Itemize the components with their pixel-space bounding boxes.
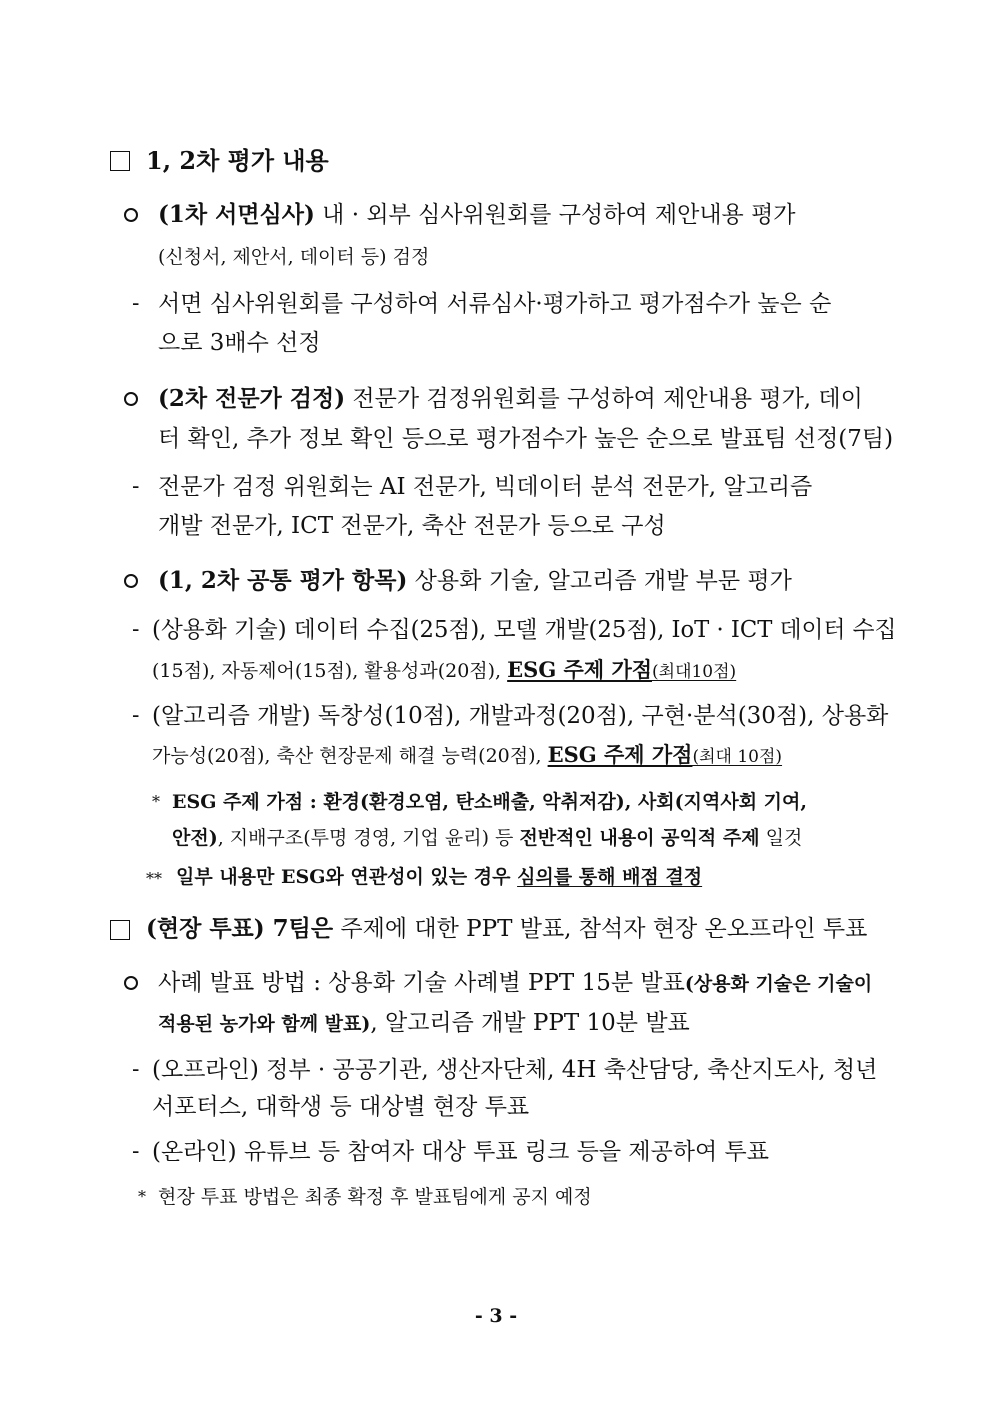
dash-marker: - xyxy=(132,703,140,728)
paragraph-line: (온라인) 유튜브 등 참여자 대상 투표 링크 등을 제공하여 투표 xyxy=(152,1139,769,1165)
item-text: 상용화 기술, 알고리즘 개발 부문 평가 xyxy=(407,568,792,594)
text-run: (15점), 자동제어(15점), 활용성과(20점), xyxy=(152,660,508,682)
paragraph-line: (알고리즘 개발) 독창성(10점), 개발과정(20점), 구현·분석(30점), 상용화 xyxy=(152,703,889,729)
paragraph-line: 터 확인, 추가 정보 확인 등으로 평가점수가 높은 순으로 발표팀 선정(7팀) xyxy=(158,426,894,452)
item-label: (1차 서면심사) xyxy=(158,201,315,228)
item-text: 내 · 외부 심사위원회를 구성하여 제안내용 평가 xyxy=(314,202,796,228)
text-run: 가능성(20점), 축산 현장문제 해결 능력(20점), xyxy=(152,745,548,767)
paragraph-line: 서면 심사위원회를 구성하여 서류심사·평가하고 평가점수가 높은 순 xyxy=(158,291,832,317)
section-title: 1, 2차 평가 내용 xyxy=(146,146,329,175)
note-marker: * xyxy=(152,792,160,811)
text-run: (최대10점) xyxy=(652,662,737,682)
text-run: (상용화 기술은 기술이 xyxy=(684,973,873,995)
text-run: 적용된 농가와 함께 발표) xyxy=(158,1013,371,1035)
paragraph-line: 으로 3배수 선정 xyxy=(158,330,321,356)
paragraph-line: (오프라인) 정부 · 공공기관, 생산자단체, 4H 축산담당, 축산지도사, 청년 xyxy=(152,1057,878,1083)
paragraph-line: 개발 전문가, ICT 전문가, 축산 전문가 등으로 구성 xyxy=(158,513,666,539)
note-line xyxy=(176,862,702,892)
circle-bullet-icon xyxy=(124,574,138,588)
text-run: 안전) xyxy=(172,827,218,849)
paragraph-line: (신청서, 제안서, 데이터 등) 검정 xyxy=(158,246,430,268)
item-label: (1, 2차 공통 평가 항목) xyxy=(158,567,408,594)
dash-marker: - xyxy=(132,617,140,642)
text-run: (최대 10점) xyxy=(692,747,783,767)
paragraph-line: (상용화 기술) 데이터 수집(25점), 모델 개발(25점), IoT · ICT 데이터 수집 xyxy=(152,617,897,643)
text-run: 전반적인 내용이 공익적 주제 xyxy=(519,827,760,849)
dash-marker: - xyxy=(132,1139,140,1164)
text-run: (현장 투표) 7팀은 xyxy=(146,915,334,942)
dash-marker: - xyxy=(132,291,140,316)
note-marker: * xyxy=(138,1187,146,1206)
text-run: , 지배구조(투명 경영, 기업 윤리) 등 xyxy=(217,827,520,849)
item-text: 전문가 검정위원회를 구성하여 제안내용 평가, 데이 xyxy=(345,386,863,412)
paragraph-line: 서포터스, 대학생 등 대상별 현장 투표 xyxy=(152,1094,530,1120)
section-title xyxy=(146,914,867,944)
checkbox-square-icon xyxy=(110,920,130,940)
text-run: , 알고리즘 개발 PPT 10분 발표 xyxy=(370,1010,690,1036)
note-line: 현장 투표 방법은 최종 확정 후 발표팀에게 공지 예정 xyxy=(158,1186,592,1208)
esg-bonus-label: ESG 주제 가점 xyxy=(507,657,653,682)
note-line xyxy=(172,823,802,853)
page-number: - 3 - xyxy=(474,1305,518,1327)
paragraph-line xyxy=(158,1008,690,1039)
circle-bullet-icon xyxy=(124,392,138,406)
circle-bullet-icon xyxy=(124,208,138,222)
paragraph-line xyxy=(158,200,796,230)
note-marker: ** xyxy=(146,869,162,888)
paragraph-line xyxy=(152,655,736,687)
dash-marker: - xyxy=(132,1057,140,1082)
text-run: 일것 xyxy=(759,827,803,849)
text-run: 사례 발표 방법 : 상용화 기술 사례별 PPT 15분 발표 xyxy=(158,970,685,996)
item-label: (2차 전문가 검정) xyxy=(158,385,346,412)
paragraph-line xyxy=(152,740,782,772)
note-line: ESG 주제 가점 : 환경(환경오염, 탄소배출, 악취저감), 사회(지역사회 기여, xyxy=(172,791,807,813)
checkbox-square-icon xyxy=(110,151,130,171)
paragraph-line: 전문가 검정 위원회는 AI 전문가, 빅데이터 분석 전문가, 알고리즘 xyxy=(158,474,813,500)
text-run: 주제에 대한 PPT 발표, 참석자 현장 온오프라인 투표 xyxy=(333,916,868,942)
esg-bonus-label: ESG 주제 가점 xyxy=(547,742,693,767)
dash-marker: - xyxy=(132,474,140,499)
paragraph-line xyxy=(158,566,792,596)
text-run: 일부 내용만 ESG와 연관성이 있는 경우 xyxy=(176,866,518,888)
paragraph-line xyxy=(158,968,872,999)
circle-bullet-icon xyxy=(124,976,138,990)
paragraph-line xyxy=(158,384,863,414)
text-run: 심의를 통해 배점 결정 xyxy=(517,866,703,888)
